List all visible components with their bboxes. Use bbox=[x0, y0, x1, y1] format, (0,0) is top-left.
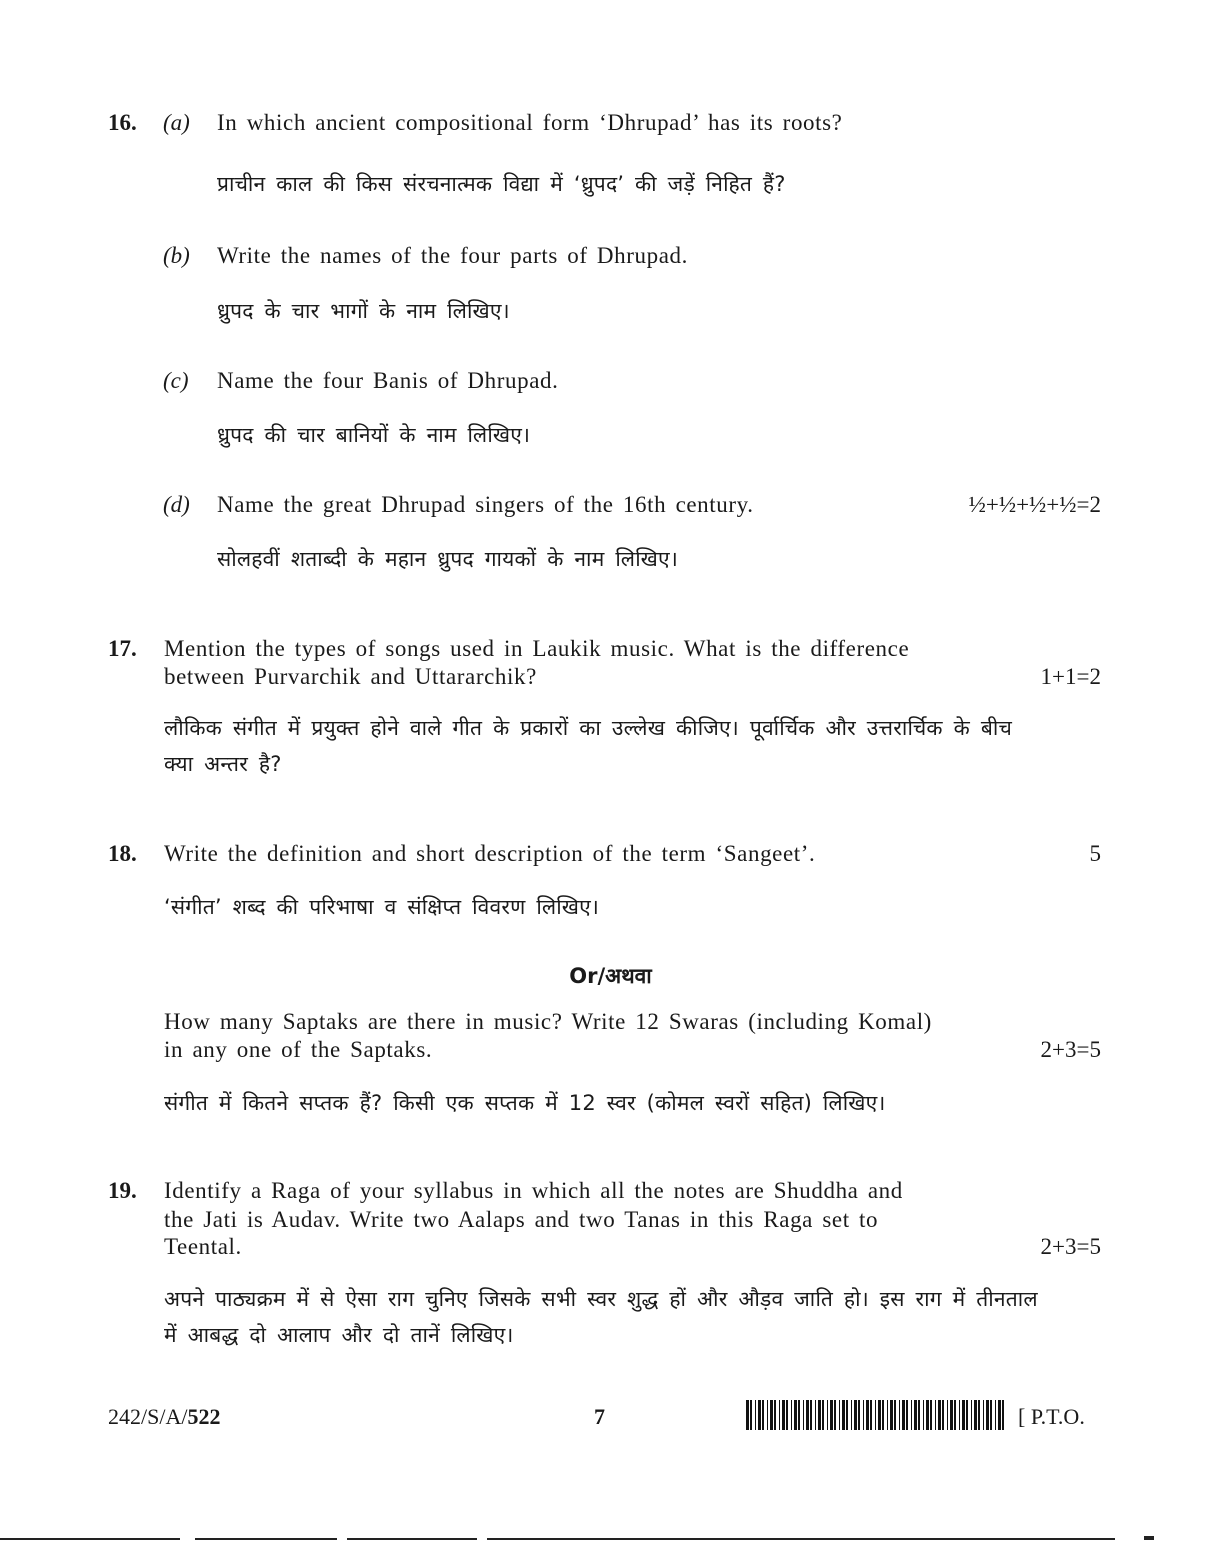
q16a-label: (a) bbox=[163, 110, 190, 135]
q19-english-line2: the Jati is Audav. Write two Aalaps and two Tanas in this Raga set to bbox=[164, 1207, 879, 1232]
q16d-english: Name the great Dhrupad singers of the 16th century. bbox=[217, 492, 754, 517]
bottom-rule bbox=[0, 1538, 180, 1540]
q16-marks: ½+½+½+½=2 bbox=[968, 492, 1101, 517]
bottom-rule bbox=[195, 1538, 337, 1540]
bottom-rule bbox=[1144, 1536, 1154, 1540]
q19-english-line3: Teental. bbox=[164, 1234, 242, 1259]
barcode-icon bbox=[746, 1400, 1004, 1430]
or-separator: Or/अथवा bbox=[569, 964, 652, 988]
q17-marks: 1+1=2 bbox=[1040, 664, 1101, 689]
q16d-label: (d) bbox=[163, 492, 190, 517]
q18-marks: 5 bbox=[1089, 841, 1101, 866]
q16c-hindi: ध्रुपद की चार बानियों के नाम लिखिए। bbox=[217, 423, 531, 447]
q18-english: Write the definition and short description of the term ‘Sangeet’. bbox=[164, 841, 816, 866]
pto-label: [ P.T.O. bbox=[1018, 1404, 1085, 1429]
paper-code-prefix: 242/S/A/ bbox=[108, 1404, 188, 1429]
q16c-label: (c) bbox=[163, 368, 189, 393]
q16b-label: (b) bbox=[163, 243, 190, 268]
q16d-hindi: सोलहवीं शताब्दी के महान ध्रुपद गायकों के नाम लिखिए। bbox=[217, 547, 678, 571]
question-18-number: 18. bbox=[108, 841, 137, 866]
q17-english-line2: between Purvarchik and Uttararchik? bbox=[164, 664, 537, 689]
q16a-hindi: प्राचीन काल की किस संरचनात्मक विद्या में ‘ध्रुपद’ की जड़ें निहित हैं? bbox=[217, 172, 786, 196]
q16c-english: Name the four Banis of Dhrupad. bbox=[217, 368, 559, 393]
q19-hindi-line1: अपने पाठ्यक्रम में से ऐसा राग चुनिए जिसके सभी स्वर शुद्ध हों और औड़व जाति हो। इस राग में तीनताल bbox=[164, 1287, 1038, 1311]
q18-hindi: ‘संगीत’ शब्द की परिभाषा व संक्षिप्त विवरण लिखिए। bbox=[164, 895, 600, 919]
q16a-english: In which ancient compositional form ‘Dhrupad’ has its roots? bbox=[217, 110, 843, 135]
paper-code-number: 522 bbox=[187, 1404, 221, 1429]
question-19-number: 19. bbox=[108, 1178, 137, 1203]
q17-english-line1: Mention the types of songs used in Laukik music. What is the difference bbox=[164, 636, 910, 661]
q18-alt-marks: 2+3=5 bbox=[1040, 1037, 1101, 1062]
paper-code bbox=[108, 1404, 220, 1430]
question-16-number: 16. bbox=[108, 110, 137, 135]
q17-hindi-line1: लौकिक संगीत में प्रयुक्त होने वाले गीत के प्रकारों का उल्लेख कीजिए। पूर्वार्चिक और उत्तरार्चिक के बीच bbox=[164, 716, 1012, 740]
q19-hindi-line2: में आबद्ध दो आलाप और दो तानें लिखिए। bbox=[164, 1323, 514, 1347]
q19-english-line1: Identify a Raga of your syllabus in which all the notes are Shuddha and bbox=[164, 1178, 903, 1203]
q19-marks: 2+3=5 bbox=[1040, 1234, 1101, 1259]
question-17-number: 17. bbox=[108, 636, 137, 661]
q17-hindi-line2: क्या अन्तर है? bbox=[164, 752, 282, 776]
q18-alt-english-line2: in any one of the Saptaks. bbox=[164, 1037, 433, 1062]
q18-alt-hindi: संगीत में कितने सप्तक हैं? किसी एक सप्तक में 12 स्वर (कोमल स्वरों सहित) लिखिए। bbox=[164, 1091, 886, 1115]
q18-alt-english-line1: How many Saptaks are there in music? Write 12 Swaras (including Komal) bbox=[164, 1009, 932, 1034]
q16b-english: Write the names of the four parts of Dhrupad. bbox=[217, 243, 688, 268]
bottom-rule bbox=[347, 1538, 477, 1540]
page-number: 7 bbox=[594, 1404, 605, 1429]
q16b-hindi: ध्रुपद के चार भागों के नाम लिखिए। bbox=[217, 299, 510, 323]
bottom-rule bbox=[487, 1538, 1115, 1540]
